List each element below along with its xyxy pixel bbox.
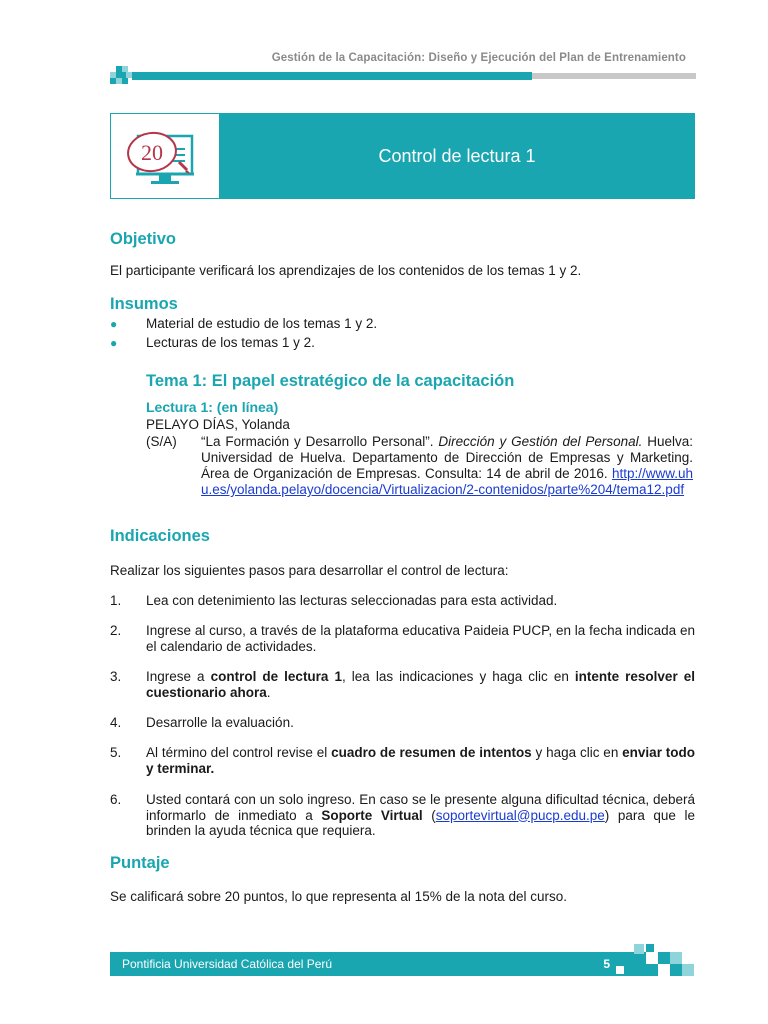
puntaje-text: Se calificará sobre 20 puntos, lo que representa al 15% de la nota del curso. [110,889,568,904]
list-item: 5. Al término del control revise el cuadro de resumen de intentos y haga clic en enviar todo y terminar. [110,745,696,776]
list-item: 4. Desarrolle la evaluación. [110,715,294,730]
list-item-text: Lecturas de los temas 1 y 2. [146,335,315,350]
page-number: 5 [603,957,610,971]
running-header: Gestión de la Capacitación: Diseño y Ejecución del Plan de Entrenamiento [271,52,686,64]
title-icon-cell [111,114,220,198]
title-box [110,113,695,199]
list-item: 2. Ingrese al curso, a través de la plataforma educativa Paideia PUCP, en la fecha indicada en el calendario de actividades. [110,623,695,654]
insumos-list [110,316,695,354]
list-item: 3. Ingrese a control de lectura 1, lea las indicaciones y haga clic en intente resolver el cuestionario ahora. [110,669,695,700]
list-item [110,335,695,354]
reference-year: (S/A) [146,434,177,449]
bullet-icon: ● [110,336,118,350]
objetivo-heading: Objetivo [110,230,177,248]
bullet-icon: ● [110,317,118,331]
puntaje-heading: Puntaje [110,854,170,872]
list-item-text: Material de estudio de los temas 1 y 2. [146,316,378,331]
footer-bar [110,952,622,976]
tema-title: Tema 1: El papel estratégico de la capacitación [146,372,515,390]
list-item: 6. Usted contará con un solo ingreso. En caso se le presente alguna dificultad técnica, deberá informarlo de inmediato a Soporte Virtual (soportevirtual@pucp.edu.pe) para que le brinden la ayuda técnica que requiera. [110,792,695,838]
indicaciones-heading: Indicaciones [110,527,210,545]
indicaciones-intro: Realizar los siguientes pasos para desarrollar el control de lectura: [110,563,509,578]
list-item [110,316,695,335]
reference-author: PELAYO DÍAS, Yolanda [146,417,290,432]
lectura-title: Lectura 1: (en línea) [146,399,279,415]
header-bar-gray [532,73,696,79]
icon-number: 20 [141,140,163,165]
monitor-quiz-icon [111,114,217,198]
support-email-link[interactable]: soportevirtual@pucp.edu.pe [435,807,605,823]
reference-link[interactable]: http://www.uhu.es/yolanda.pelayo/docencia/Virtualizacion/2-contenidos/parte%204/tema12.pdf [201,466,693,497]
page-title: Control de lectura 1 [220,114,694,198]
footer-institution: Pontificia Universidad Católica del Perú [122,957,333,971]
list-item: 1. Lea con detenimiento las lecturas seleccionadas para esta actividad. [110,593,558,608]
reference-text: “La Formación y Desarrollo Personal”. Dirección y Gestión del Personal. Huelva: Universidad de Huelva. Departamento de Dirección de Empresas y Marketing. Área de Organización de Empresas. Consulta: 14 de abril de 2016. http://www.uhu.es/yolanda.pelayo/docencia/Virtualizacion/2-contenidos/parte%204/tema12.pdf [201,434,694,497]
insumos-heading: Insumos [110,295,178,313]
objetivo-text: El participante verificará los aprendizajes de los contenidos de los temas 1 y 2. [110,263,582,278]
header-bar [132,72,532,80]
